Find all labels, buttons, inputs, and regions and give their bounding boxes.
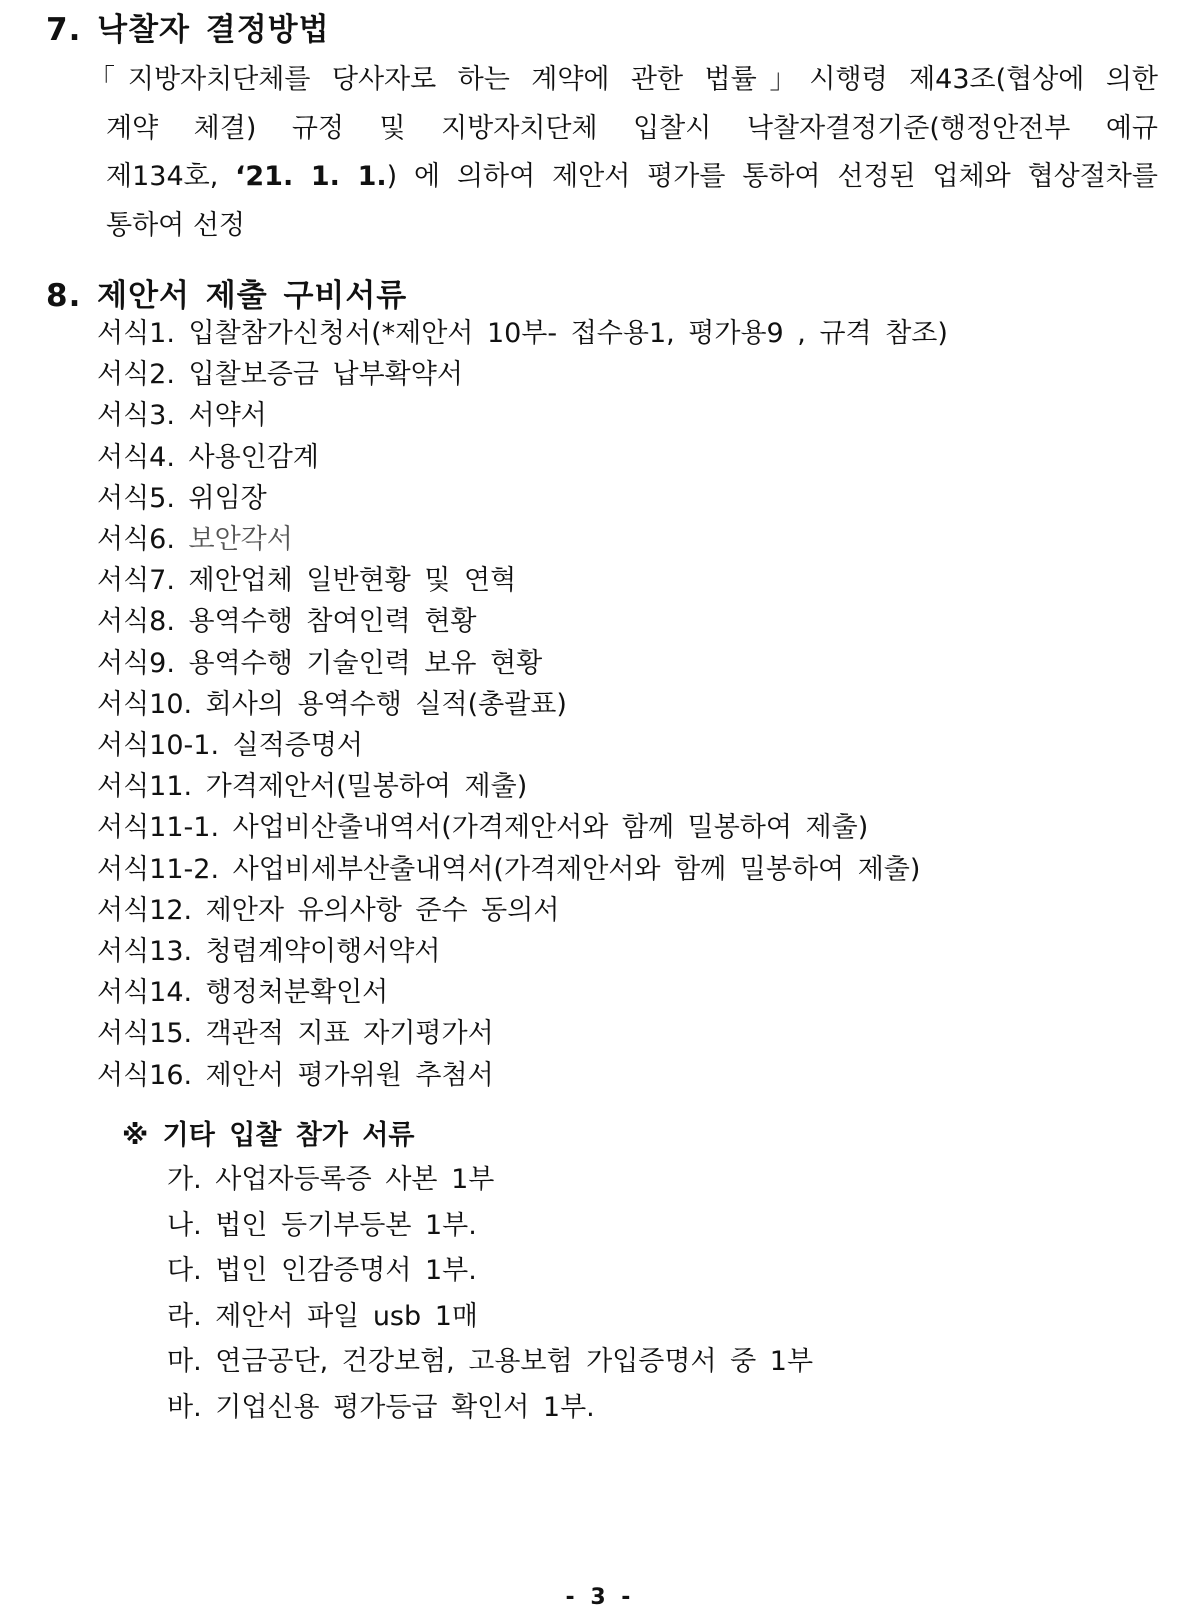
list-item: 서식12. 제안자 유의사항 준수 동의서	[97, 894, 560, 926]
list-item: 서식14. 행정처분확인서	[97, 977, 389, 1009]
form-6-text: 보안각서	[188, 524, 293, 556]
list-item: 서식9. 용역수행 기술인력 보유 현황	[97, 647, 543, 679]
list-item: 서식4. 사용인감계	[97, 441, 319, 473]
list-item: 마. 연금공단, 건강보험, 고용보험 가입증명서 중 1부	[167, 1346, 814, 1378]
list-item: 서식7. 제안업체 일반현황 및 연혁	[97, 565, 517, 597]
list-item: 바. 기업신용 평가등급 확인서 1부.	[167, 1391, 595, 1423]
section-7-line-3-after: ) 에 의하여 제안서 평가를 통하여 선정된 업체와 협상절차를	[386, 161, 1158, 192]
list-item: 서식10. 회사의 용역수행 실적(총괄표)	[97, 688, 567, 720]
list-item: 다. 법인 인감증명서 1부.	[167, 1255, 477, 1287]
list-item: 서식2. 입찰보증금 납부확약서	[97, 359, 463, 391]
section-7-title: 7. 낙찰자 결정방법	[46, 12, 330, 48]
list-item: 서식3. 서약서	[97, 400, 267, 432]
list-item: 서식11-2. 사업비세부산출내역서(가격제안서와 함께 밀봉하여 제출)	[97, 853, 921, 885]
page-number: - 3 -	[565, 1585, 635, 1610]
list-item: 서식11-1. 사업비산출내역서(가격제안서와 함께 밀봉하여 제출)	[97, 812, 869, 844]
section-7-line-3	[88, 153, 1158, 202]
list-item: 서식15. 객관적 지표 자기평가서	[97, 1018, 494, 1050]
list-item: 나. 법인 등기부등본 1부.	[167, 1209, 477, 1241]
list-item: 서식1. 입찰참가신청서(*제안서 10부- 접수용1, 평가용9 , 규격 참조)	[97, 318, 948, 349]
list-item: 라. 제안서 파일 usb 1매	[167, 1300, 478, 1332]
list-item: 서식8. 용역수행 참여인력 현황	[97, 606, 477, 638]
form-6-prefix: 서식6.	[97, 524, 189, 556]
list-item: 서식11. 가격제안서(밀봉하여 제출)	[97, 771, 528, 803]
section-7-line-2: 계약 체결) 규정 및 지방자치단체 입찰시 낙찰자결정기준(행정안전부 예규	[106, 112, 1158, 144]
section-7-line-1: 「지방자치단체를 당사자로 하는 계약에 관한 법률」시행령 제43조(협상에 의한	[88, 64, 1158, 95]
list-item: 서식16. 제안서 평가위원 추첨서	[97, 1059, 494, 1091]
list-item	[97, 519, 948, 560]
list-item: 서식13. 청렴계약이행서약서	[97, 936, 441, 968]
other-documents-list	[167, 1157, 813, 1431]
section-8-title: 8. 제안서 제출 구비서류	[46, 278, 408, 314]
section-7-line-4: 통하여 선정	[106, 209, 245, 241]
section-7-line-3-before: 제134호,	[106, 161, 236, 192]
section-7-date: ‘21. 1. 1.	[235, 161, 387, 192]
required-forms-list	[97, 313, 948, 1096]
other-documents-title: ※ 기타 입찰 참가 서류	[122, 1120, 415, 1151]
section-7-paragraph	[88, 56, 1158, 250]
list-item: 서식10-1. 실적증명서	[97, 730, 364, 762]
list-item: 가. 사업자등록증 사본 1부	[167, 1164, 495, 1195]
list-item: 서식5. 위임장	[97, 482, 267, 514]
